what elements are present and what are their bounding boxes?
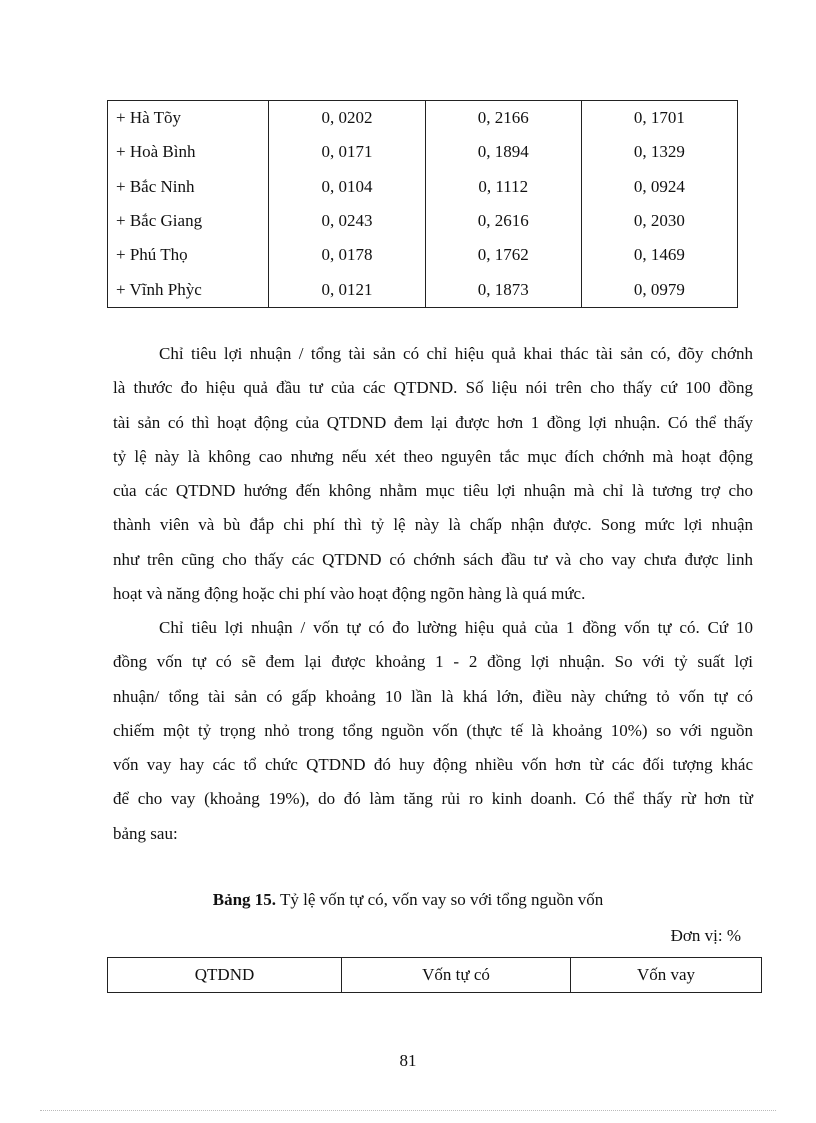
text-line: thành viên và bù đắp chi phí thì tỷ lệ này là chấp nhận được. Song mức lợi nhuận: [113, 515, 753, 535]
text-line: bảng sau:: [113, 823, 178, 843]
value-cell: 0, 1873: [425, 272, 581, 307]
value-cell: 0, 1329: [581, 135, 737, 169]
value-cell: 0, 0121: [269, 272, 425, 307]
province-cell: + Bắc Giang: [108, 204, 269, 238]
text-line: tài sản có thì hoạt động của QTDND đem lại được hơn 1 đồng lợi nhuận. Có thể thấy: [113, 412, 753, 432]
text-line: tỷ lệ này là không cao nhưng nếu xét theo nguyên tắc mục đích chớnh mà hoạt động: [113, 446, 753, 466]
value-cell: 0, 0171: [269, 135, 425, 169]
page-border-divider: [40, 1110, 776, 1111]
table-row: [108, 170, 738, 204]
value-cell: 0, 1469: [581, 238, 737, 272]
text-line: chiếm một tỷ trọng nhỏ trong tổng nguồn vốn (thực tế là khoảng 10%) so với nguồn: [113, 720, 753, 740]
table-row: [108, 204, 738, 238]
header-cell: QTDND: [108, 958, 342, 993]
table-row: [108, 272, 738, 307]
caption-label: Bảng 15.: [212, 890, 277, 909]
value-cell: 0, 2030: [581, 204, 737, 238]
paragraph-profit-equity: [113, 611, 753, 851]
caption-text: Tỷ lệ vốn tự có, vốn vay so với tổng nguồn vốn: [276, 890, 604, 909]
province-ratio-table: [107, 100, 738, 308]
value-cell: 0, 1762: [425, 238, 581, 272]
value-cell: 0, 0104: [269, 170, 425, 204]
table-row: [108, 101, 738, 136]
value-cell: 0, 0979: [581, 272, 737, 307]
value-cell: 0, 1701: [581, 101, 737, 136]
value-cell: 0, 0924: [581, 170, 737, 204]
value-cell: 0, 0178: [269, 238, 425, 272]
paragraph-profit-assets: [113, 337, 753, 611]
province-cell: + Phú Thọ: [108, 238, 269, 272]
value-cell: 0, 1112: [425, 170, 581, 204]
text-line: Chỉ tiêu lợi nhuận / tổng tài sản có chỉ hiệu quả khai thác tài sản có, đõy chớnh: [159, 344, 753, 363]
header-cell: Vốn vay: [571, 958, 762, 993]
province-cell: + Bắc Ninh: [108, 170, 269, 204]
value-cell: 0, 1894: [425, 135, 581, 169]
capital-structure-table: [107, 957, 762, 993]
province-cell: + Hoà Bình: [108, 135, 269, 169]
text-line: đồng vốn tự có sẽ đem lại được khoảng 1 - 2 đồng lợi nhuận. So với tỷ suất lợi: [113, 652, 753, 672]
text-line: Chỉ tiêu lợi nhuận / vốn tự có đo lường hiệu quả của 1 đồng vốn tự có. Cứ 10: [159, 618, 753, 637]
province-cell: + Vĩnh Phỳc: [108, 272, 269, 307]
value-cell: 0, 2616: [425, 204, 581, 238]
text-line: hoạt và năng động hoặc chi phí vào hoạt động ngõn hàng là quá mức.: [113, 584, 586, 604]
table-row: [108, 135, 738, 169]
text-line: của các QTDND hướng đến không nhằm mục tiêu lợi nhuận mà chỉ là tương trợ cho: [113, 481, 753, 501]
table-header-row: [108, 958, 762, 993]
text-line: nhuận/ tổng tài sản có gấp khoảng 10 lần là khá lớn, điều này chứng tỏ vốn tự có: [113, 686, 753, 706]
table-caption: [0, 890, 816, 910]
text-line: để cho vay (khoảng 19%), do đó làm tăng rủi ro kinh doanh. Có thể thấy rừ hơn từ: [113, 789, 753, 809]
province-cell: + Hà Tõy: [108, 101, 269, 136]
text-line: là thước đo hiệu quả đầu tư của các QTDND. Số liệu nói trên cho thấy cứ 100 đồng: [113, 378, 753, 398]
text-line: vốn vay hay các tổ chức QTDND đó huy động nhiều vốn hơn từ các đối tượng khác: [113, 755, 753, 775]
header-cell: Vốn tự có: [342, 958, 571, 993]
page-number: 81: [399, 1051, 417, 1070]
value-cell: 0, 0202: [269, 101, 425, 136]
value-cell: 0, 0243: [269, 204, 425, 238]
table-row: [108, 238, 738, 272]
text-line: như trên cũng cho thấy các QTDND có chớnh sách đầu tư và cho vay chưa được linh: [113, 549, 753, 569]
value-cell: 0, 2166: [425, 101, 581, 136]
unit-label: Đơn vị: %: [670, 926, 741, 945]
